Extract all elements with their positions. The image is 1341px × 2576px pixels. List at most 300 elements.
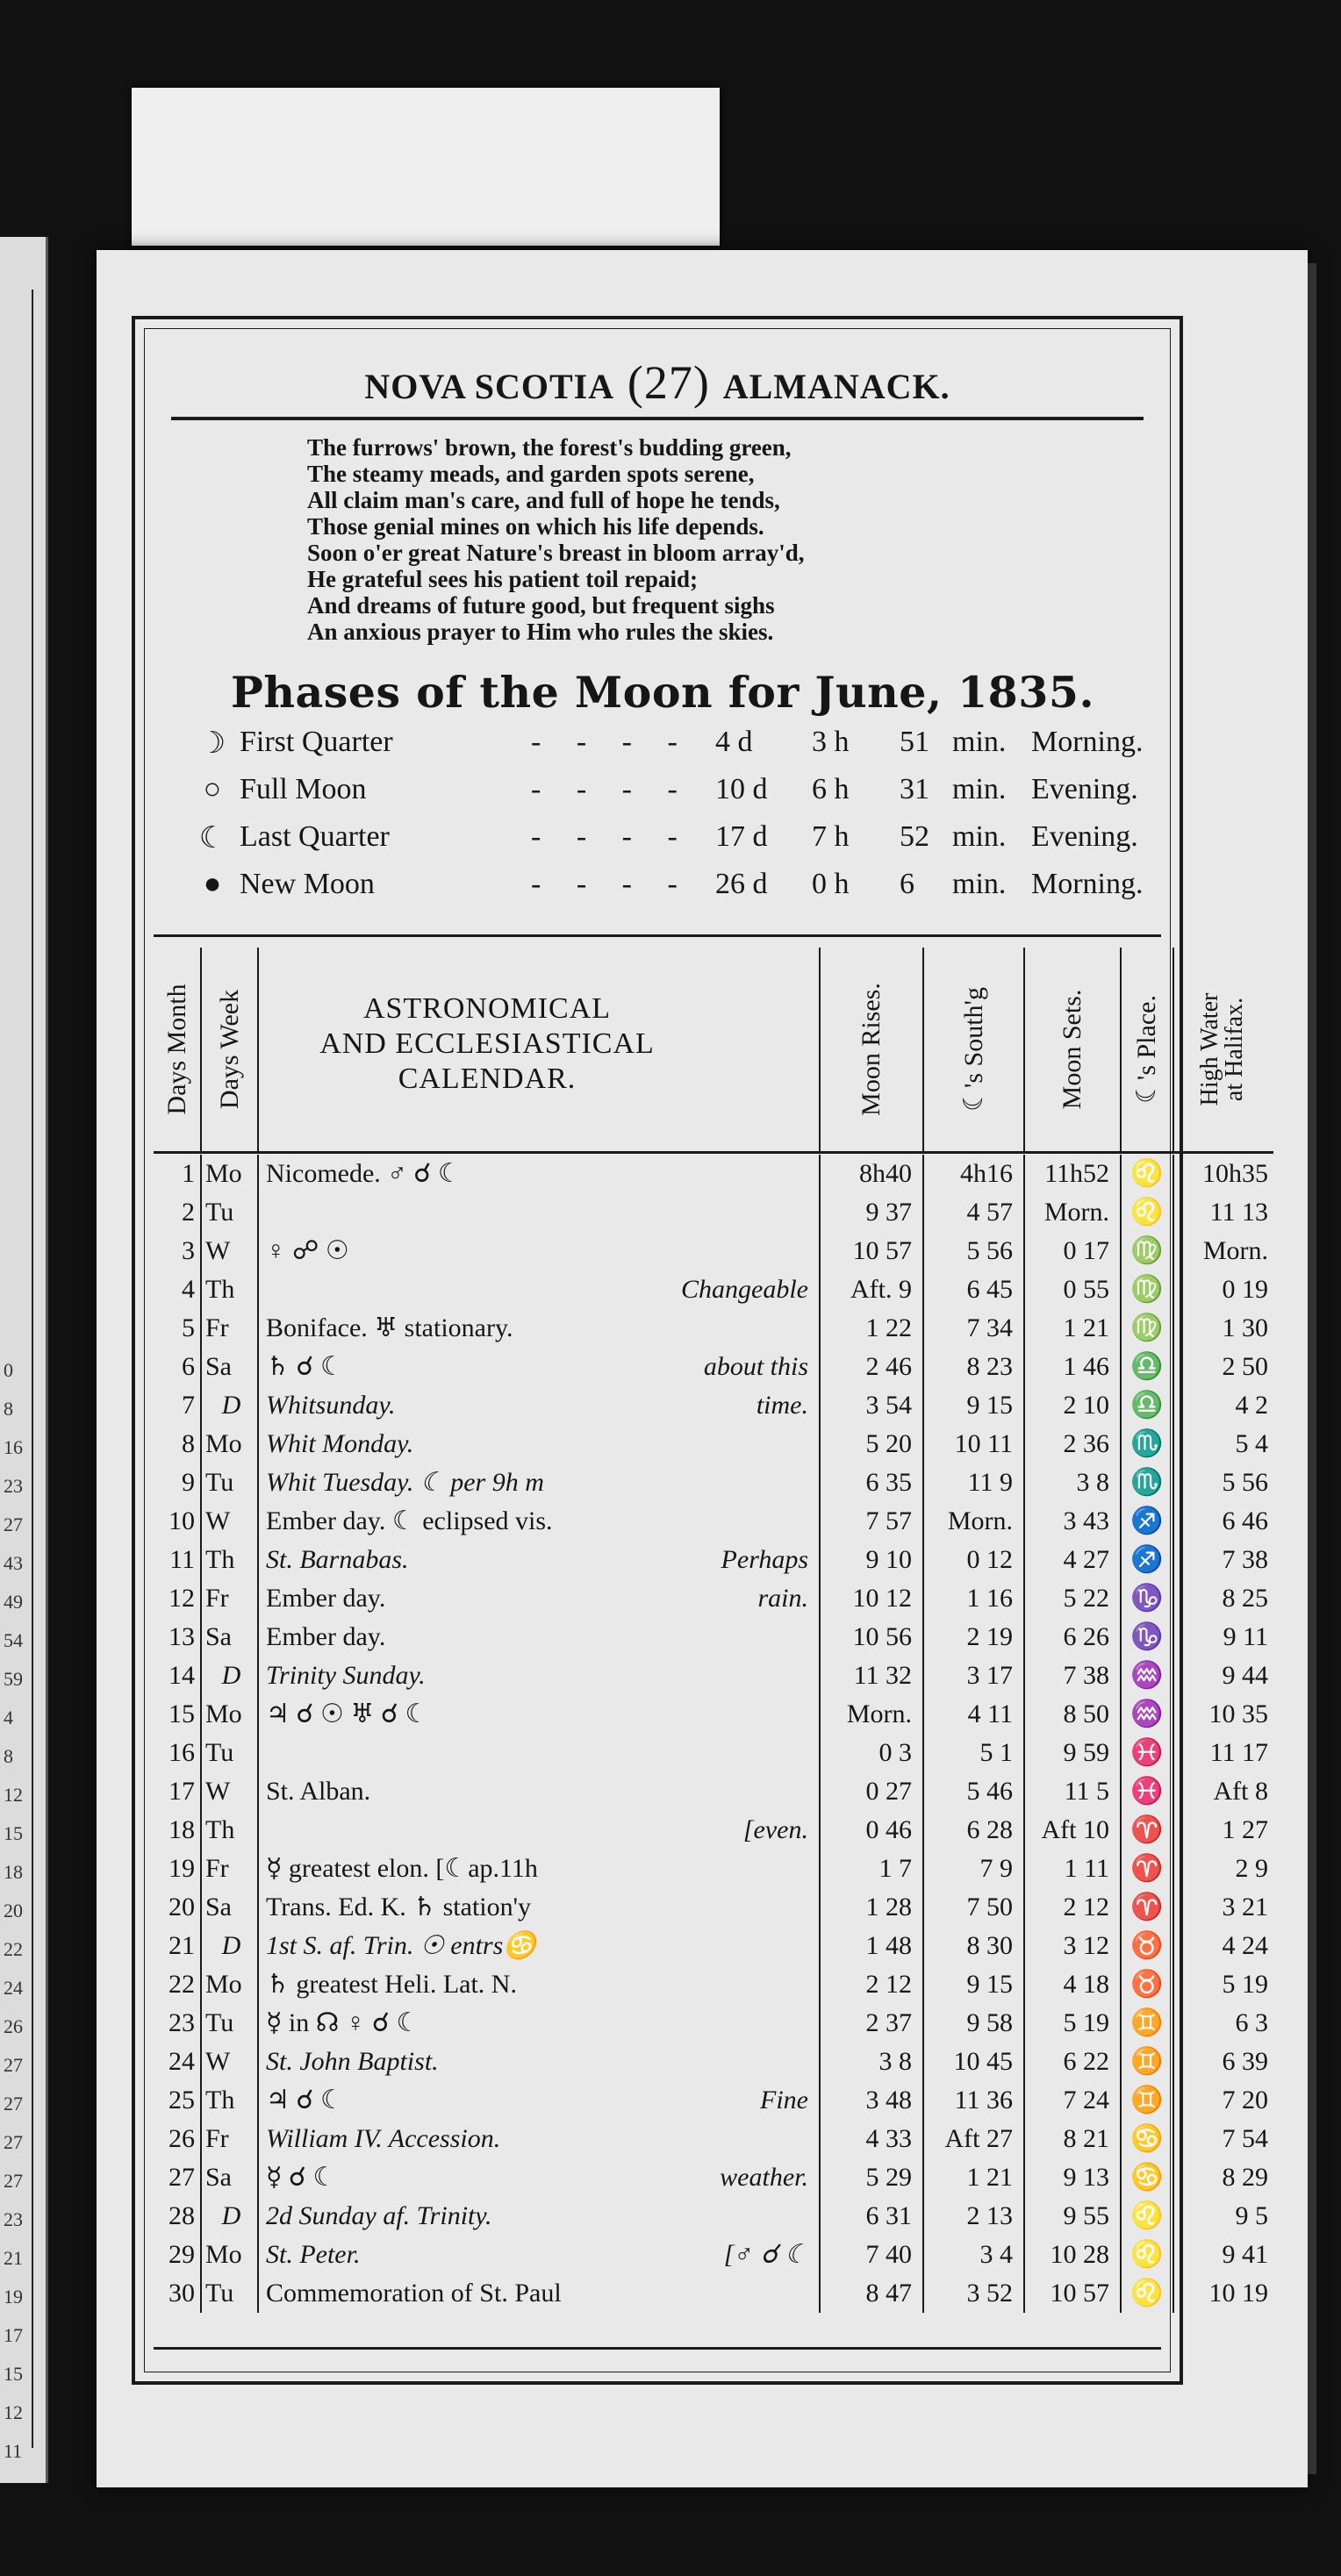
moon-southing: 3 17	[924, 1657, 1025, 1695]
moon-southing: 1 16	[924, 1579, 1025, 1618]
left-page-number: 27	[4, 2054, 23, 2076]
moon-place-sign: ♋	[1122, 2158, 1174, 2197]
moon-rises: 5 29	[821, 2158, 924, 2197]
calendar-event	[259, 1657, 821, 1695]
moon-rises: 1 28	[821, 1888, 924, 1927]
calendar-event	[259, 2043, 821, 2081]
moon-southing: Morn.	[924, 1502, 1025, 1541]
moon-place-sign: ♌	[1122, 1155, 1174, 1193]
moon-sets: 5 19	[1025, 2004, 1122, 2043]
calendar-event	[259, 1965, 821, 2004]
moon-sets: 8 50	[1025, 1695, 1122, 1734]
moon-sets: 5 22	[1025, 1579, 1122, 1618]
moon-rises: Morn.	[821, 1695, 924, 1734]
poem-line: He grateful sees his patient toil repaid;	[307, 566, 698, 592]
left-page-number: 27	[4, 1513, 23, 1535]
high-water: 1 30	[1222, 1313, 1268, 1342]
left-page-number: 27	[4, 2131, 23, 2153]
high-water: 5 4	[1235, 1429, 1268, 1458]
calendar-event	[259, 1270, 821, 1309]
weather-note: time.	[756, 1391, 808, 1420]
left-page-number: 11	[4, 2440, 23, 2462]
page-frame-inner	[144, 328, 1268, 2372]
phase-unit: min.	[952, 820, 1007, 853]
moon-sets: Morn.	[1025, 1193, 1122, 1232]
moon-sets: 2 36	[1025, 1425, 1122, 1463]
moon-place-sign: ♍	[1122, 1270, 1174, 1309]
header-days-month	[154, 948, 202, 1151]
table-row	[154, 1695, 1268, 1734]
phase-dashes: - - - -	[531, 773, 692, 805]
calendar-event	[259, 1541, 821, 1579]
moon-southing: 8 23	[924, 1348, 1025, 1386]
table-row	[154, 2158, 1268, 2197]
day-of-month: 23	[154, 2004, 202, 2043]
table-row	[154, 1811, 1268, 1850]
poem	[307, 434, 1079, 645]
poem-line: The steamy meads, and garden spots serene,	[307, 461, 755, 487]
moon-sets: 3 8	[1025, 1463, 1122, 1502]
event-text: 1st S. af. Trin. ☉ entrs♋	[266, 1931, 536, 1960]
moon-place-sign: ♌	[1122, 2197, 1174, 2236]
calendar-body	[154, 1155, 1268, 2313]
high-water: 10 35	[1208, 1699, 1268, 1728]
left-page-numbers	[4, 1351, 39, 2471]
day-of-month: 17	[154, 1772, 202, 1811]
calendar-bottom-rule	[154, 2347, 1161, 2350]
table-row	[154, 1425, 1268, 1463]
moon-place-sign: ♌	[1122, 1193, 1174, 1232]
day-of-month: 6	[154, 1348, 202, 1386]
moon-southing: 6 28	[924, 1811, 1025, 1850]
weather-note: Perhaps	[721, 1545, 808, 1574]
high-water: 6 39	[1222, 2047, 1268, 2076]
day-of-week: Tu	[202, 1734, 259, 1772]
phase-minute: 52	[900, 820, 929, 853]
table-row	[154, 1618, 1268, 1657]
day-of-week: Mo	[202, 1425, 259, 1463]
event-text: Ember day.	[266, 1584, 386, 1613]
day-of-month: 16	[154, 1734, 202, 1772]
day-of-month: 8	[154, 1425, 202, 1463]
day-of-week: Th	[202, 2081, 259, 2120]
day-of-month: 4	[154, 1270, 202, 1309]
moon-rises: 1 48	[821, 1927, 924, 1965]
event-text: St. Alban.	[266, 1777, 371, 1806]
left-page-number: 18	[4, 1861, 23, 1883]
high-water: 7 54	[1222, 2124, 1268, 2153]
left-page-number: 22	[4, 1938, 23, 1960]
phase-minute: 51	[900, 726, 929, 758]
event-text: St. Barnabas.	[266, 1545, 409, 1574]
day-of-month: 15	[154, 1695, 202, 1734]
table-row	[154, 1502, 1268, 1541]
calendar-event	[259, 2197, 821, 2236]
moon-rises: 3 48	[821, 2081, 924, 2120]
moon-place-sign: ♐	[1122, 1541, 1174, 1579]
moon-sets: 4 18	[1025, 1965, 1122, 2004]
phase-dashes: - - - -	[531, 868, 692, 900]
header-moon-place-label: ☾'s Place.	[1132, 995, 1161, 1104]
moon-sets: Aft 10	[1025, 1811, 1122, 1850]
high-water: 6 3	[1235, 2008, 1268, 2037]
day-of-week: W	[202, 1232, 259, 1270]
weather-note: [♂ ☌ ☾	[723, 2240, 808, 2269]
header-title-right: ALMANACK.	[722, 367, 950, 406]
left-page-number: 27	[4, 2093, 23, 2114]
day-of-month: 24	[154, 2043, 202, 2081]
day-of-month: 13	[154, 1618, 202, 1657]
header-moon-sets	[1025, 948, 1122, 1151]
day-of-month: 9	[154, 1463, 202, 1502]
moon-sets: 10 28	[1025, 2236, 1122, 2274]
left-page-number: 54	[4, 1629, 23, 1651]
high-water: 11 13	[1209, 1198, 1268, 1227]
event-text: ☿ ☌ ☾	[266, 2163, 337, 2192]
event-text: Nicomede. ♂ ☌ ☾	[266, 1159, 462, 1188]
event-text: Trinity Sunday.	[266, 1661, 426, 1690]
moon-southing: 4h16	[924, 1155, 1025, 1193]
event-text: ☿ greatest elon. [☾ap.11h	[266, 1854, 538, 1883]
high-water: Morn.	[1202, 1236, 1268, 1265]
moon-place-sign: ♐	[1122, 1502, 1174, 1541]
header-moon-rises-label: Moon Rises.	[857, 983, 886, 1116]
moon-sets: 1 21	[1025, 1309, 1122, 1348]
moon-place-sign: ♉	[1122, 1927, 1174, 1965]
left-page-number: 23	[4, 2208, 23, 2230]
calendar-event	[259, 2120, 821, 2158]
table-row	[154, 2274, 1268, 2313]
high-water: 9 11	[1223, 1622, 1268, 1651]
day-of-week: Sa	[202, 2158, 259, 2197]
moon-rises: 10 57	[821, 1232, 924, 1270]
table-row	[154, 1193, 1268, 1232]
moon-place-sign: ♎	[1122, 1386, 1174, 1425]
calendar-title-line: ASTRONOMICAL	[362, 992, 612, 1025]
moon-rises: 9 10	[821, 1541, 924, 1579]
paper-tab	[132, 88, 720, 246]
header-moon-place	[1122, 948, 1174, 1151]
table-row	[154, 1463, 1268, 1502]
moon-rises: 10 56	[821, 1618, 924, 1657]
day-of-week: Fr	[202, 1850, 259, 1888]
table-row	[154, 1850, 1268, 1888]
moon-southing: 7 9	[924, 1850, 1025, 1888]
day-of-week: Th	[202, 1270, 259, 1309]
day-of-week: Tu	[202, 1463, 259, 1502]
table-row	[154, 1309, 1268, 1348]
moon-southing: 9 15	[924, 1386, 1025, 1425]
day-of-week: D	[202, 1386, 259, 1425]
moon-place-sign: ♋	[1122, 2120, 1174, 2158]
header-high-water-line-1: High Water	[1196, 992, 1223, 1106]
poem-line: An anxious prayer to Him who rules the skies.	[307, 619, 774, 645]
moon-rises: 0 27	[821, 1772, 924, 1811]
weather-note: weather.	[720, 2163, 808, 2192]
moon-place-sign: ♑	[1122, 1579, 1174, 1618]
left-page-number: 21	[4, 2247, 23, 2269]
event-text: Whit Monday.	[266, 1429, 414, 1458]
day-of-month: 27	[154, 2158, 202, 2197]
moon-rises: 6 35	[821, 1463, 924, 1502]
event-text: ♄ greatest Heli. Lat. N.	[266, 1970, 517, 1999]
phase-hour: 7 h	[812, 820, 850, 853]
moon-southing: 7 50	[924, 1888, 1025, 1927]
left-page-number: 15	[4, 1822, 23, 1844]
event-text: 2d Sunday af. Trinity.	[266, 2201, 492, 2230]
moon-rises: 3 8	[821, 2043, 924, 2081]
calendar-event	[259, 1193, 821, 1232]
page-header	[180, 355, 1135, 410]
phase-part: Morning.	[1031, 868, 1144, 900]
event-text: Whit Tuesday. ☾ per 9h m	[266, 1468, 544, 1497]
calendar-event	[259, 1811, 821, 1850]
moon-rises: 2 46	[821, 1348, 924, 1386]
high-water: 3 21	[1222, 1893, 1268, 1921]
event-text: Ember day. ☾ eclipsed vis.	[266, 1506, 553, 1535]
moon-southing: 3 52	[924, 2274, 1025, 2313]
moon-southing: 9 15	[924, 1965, 1025, 2004]
moon-place-sign: ♏	[1122, 1425, 1174, 1463]
calendar-event	[259, 1695, 821, 1734]
table-row	[154, 1734, 1268, 1772]
day-of-month: 19	[154, 1850, 202, 1888]
moon-southing: 7 34	[924, 1309, 1025, 1348]
moon-southing: 6 45	[924, 1270, 1025, 1309]
moon-sets: 1 11	[1025, 1850, 1122, 1888]
moon-place-sign: ♓	[1122, 1734, 1174, 1772]
phase-unit: min.	[952, 726, 1007, 758]
event-text: St. Peter.	[266, 2240, 361, 2269]
moon-rises: 5 20	[821, 1425, 924, 1463]
calendar-event	[259, 1502, 821, 1541]
page-number: (27)	[627, 356, 710, 409]
phase-part: Evening.	[1031, 820, 1138, 853]
moon-place-sign: ♏	[1122, 1463, 1174, 1502]
moon-sets: 4 27	[1025, 1541, 1122, 1579]
left-page-fragment	[0, 237, 48, 2483]
event-text: Boniface. ♅ stationary.	[266, 1313, 513, 1342]
day-of-week: Tu	[202, 2004, 259, 2043]
calendar-top-rule	[154, 934, 1161, 937]
day-of-month: 10	[154, 1502, 202, 1541]
moon-sets: 0 17	[1025, 1232, 1122, 1270]
moon-rises: 4 33	[821, 2120, 924, 2158]
calendar-event	[259, 1579, 821, 1618]
moon-sets: 9 13	[1025, 2158, 1122, 2197]
table-row	[154, 2197, 1268, 2236]
day-of-month: 29	[154, 2236, 202, 2274]
day-of-month: 2	[154, 1193, 202, 1232]
poem-line: Those genial mines on which his life depends.	[307, 513, 764, 540]
left-page-number: 49	[4, 1591, 23, 1613]
moon-rises: 8h40	[821, 1155, 924, 1193]
high-water: 1 27	[1222, 1815, 1268, 1844]
event-text: Trans. Ed. K. ♄ station'y	[266, 1893, 532, 1921]
day-of-month: 20	[154, 1888, 202, 1927]
calendar-event	[259, 1425, 821, 1463]
left-page-number: 19	[4, 2286, 23, 2308]
moon-southing: 0 12	[924, 1541, 1025, 1579]
calendar-event	[259, 1232, 821, 1270]
left-page-number: 43	[4, 1552, 23, 1574]
phase-hour: 6 h	[812, 773, 850, 805]
phase-name: Full Moon	[240, 773, 367, 805]
last-quarter-icon: ☾	[198, 822, 226, 855]
day-of-month: 22	[154, 1965, 202, 2004]
moon-sets: 0 55	[1025, 1270, 1122, 1309]
phase-day: 10 d	[715, 773, 768, 805]
high-water: 8 29	[1222, 2163, 1268, 2192]
high-water: 4 2	[1235, 1391, 1268, 1420]
calendar-event	[259, 1348, 821, 1386]
calendar-event	[259, 1309, 821, 1348]
phase-minute: 6	[900, 868, 914, 900]
moon-sets: 11h52	[1025, 1155, 1122, 1193]
table-row	[154, 1270, 1268, 1309]
moon-southing: 10 45	[924, 2043, 1025, 2081]
calendar-event	[259, 1772, 821, 1811]
moon-rises: 8 47	[821, 2274, 924, 2313]
day-of-week: Sa	[202, 1348, 259, 1386]
poem-line: The furrows' brown, the forest's budding green,	[307, 434, 792, 461]
day-of-month: 14	[154, 1657, 202, 1695]
table-row	[154, 1657, 1268, 1695]
day-of-week: Th	[202, 1811, 259, 1850]
table-row	[154, 1348, 1268, 1386]
weather-note: Changeable	[681, 1275, 808, 1304]
moon-place-sign: ♓	[1122, 1772, 1174, 1811]
phase-minute: 31	[900, 773, 929, 805]
day-of-month: 11	[154, 1541, 202, 1579]
table-row	[154, 1888, 1268, 1927]
high-water: 0 19	[1222, 1275, 1268, 1304]
day-of-month: 30	[154, 2274, 202, 2313]
day-of-week: Fr	[202, 1579, 259, 1618]
calendar-title-line: AND ECCLESIASTICAL	[319, 1027, 655, 1060]
day-of-week: Tu	[202, 2274, 259, 2313]
high-water: 9 41	[1222, 2240, 1268, 2269]
phase-name: New Moon	[240, 868, 375, 900]
left-page-number: 15	[4, 2363, 23, 2385]
high-water: 9 44	[1222, 1661, 1268, 1690]
moon-rises: 0 3	[821, 1734, 924, 1772]
phase-unit: min.	[952, 773, 1007, 805]
day-of-month: 26	[154, 2120, 202, 2158]
left-page-number: 24	[4, 1977, 23, 1999]
moon-sets: 10 57	[1025, 2274, 1122, 2313]
table-row	[154, 1965, 1268, 2004]
moon-southing: 5 56	[924, 1232, 1025, 1270]
moon-rises: 1 22	[821, 1309, 924, 1348]
header-moon-sets-label: Moon Sets.	[1058, 989, 1086, 1110]
left-page-number: 8	[4, 1398, 13, 1420]
header-days-week	[202, 948, 259, 1151]
moon-southing: 2 13	[924, 2197, 1025, 2236]
day-of-week: W	[202, 1502, 259, 1541]
moon-sets: 11 5	[1025, 1772, 1122, 1811]
header-rule	[171, 417, 1144, 420]
calendar-header-rule	[154, 1151, 1273, 1154]
day-of-week: W	[202, 1772, 259, 1811]
day-of-month: 21	[154, 1927, 202, 1965]
table-row	[154, 1579, 1268, 1618]
calendar-event	[259, 1888, 821, 1927]
moon-rises: 3 54	[821, 1386, 924, 1425]
table-row	[154, 2004, 1268, 2043]
phase-day: 4 d	[715, 726, 753, 758]
table-row	[154, 2236, 1268, 2274]
moon-rises: 0 46	[821, 1811, 924, 1850]
moon-sets: 6 26	[1025, 1618, 1122, 1657]
moon-place-sign: ♊	[1122, 2081, 1174, 2120]
event-text: ♄ ☌ ☾	[266, 1352, 344, 1381]
event-text: St. John Baptist.	[266, 2047, 439, 2076]
left-page-number: 26	[4, 2015, 23, 2037]
high-water: 8 25	[1222, 1584, 1268, 1613]
moon-rises: 9 37	[821, 1193, 924, 1232]
high-water: 9 5	[1235, 2201, 1268, 2230]
weather-note: Fine	[760, 2086, 808, 2114]
moon-rises: 7 40	[821, 2236, 924, 2274]
day-of-week: Mo	[202, 1695, 259, 1734]
left-page-number: 0	[4, 1359, 13, 1381]
moon-sets: 3 12	[1025, 1927, 1122, 1965]
high-water: 10h35	[1202, 1159, 1268, 1188]
moon-place-sign: ♍	[1122, 1232, 1174, 1270]
calendar-event	[259, 1850, 821, 1888]
moon-sets: 6 22	[1025, 2043, 1122, 2081]
phases-title: Phases of the Moon for June, 1835.	[230, 667, 1095, 718]
table-row	[154, 1386, 1268, 1425]
calendar-event	[259, 2081, 821, 2120]
table-row	[154, 2081, 1268, 2120]
moon-place-sign: ♎	[1122, 1348, 1174, 1386]
event-text: ☿ in ☊ ♀ ☌ ☾	[266, 2008, 420, 2037]
day-of-week: D	[202, 1657, 259, 1695]
moon-southing: 5 1	[924, 1734, 1025, 1772]
first-quarter-icon: ☽	[198, 727, 226, 760]
phase-dashes: - - - -	[531, 726, 692, 758]
high-water: 11 17	[1209, 1738, 1268, 1767]
left-page-number: 16	[4, 1436, 23, 1458]
left-page-number: 8	[4, 1745, 13, 1767]
moon-southing: 4 57	[924, 1193, 1025, 1232]
day-of-week: Fr	[202, 2120, 259, 2158]
calendar-title	[259, 991, 715, 1097]
phase-dashes: - - - -	[531, 820, 692, 853]
calendar-event	[259, 1927, 821, 1965]
phase-day: 17 d	[715, 820, 768, 853]
calendar-event	[259, 1386, 821, 1425]
header-moon-south-label: ☾'s South'g	[958, 987, 988, 1112]
table-row	[154, 1155, 1268, 1193]
phase-unit: min.	[952, 868, 1007, 900]
moon-sets: 9 59	[1025, 1734, 1122, 1772]
weather-note: [even.	[742, 1815, 808, 1844]
day-of-week: Mo	[202, 2236, 259, 2274]
high-water: Aft 8	[1213, 1777, 1268, 1806]
full-moon-icon: ○	[203, 773, 222, 805]
poem-line: All claim man's care, and full of hope he tends,	[307, 487, 780, 513]
high-water: 2 50	[1222, 1352, 1268, 1381]
left-page-number: 12	[4, 2401, 23, 2423]
moon-place-sign: ♊	[1122, 2004, 1174, 2043]
table-row	[154, 1541, 1268, 1579]
calendar-event	[259, 2274, 821, 2313]
moon-rises: 1 7	[821, 1850, 924, 1888]
day-of-week: Th	[202, 1541, 259, 1579]
